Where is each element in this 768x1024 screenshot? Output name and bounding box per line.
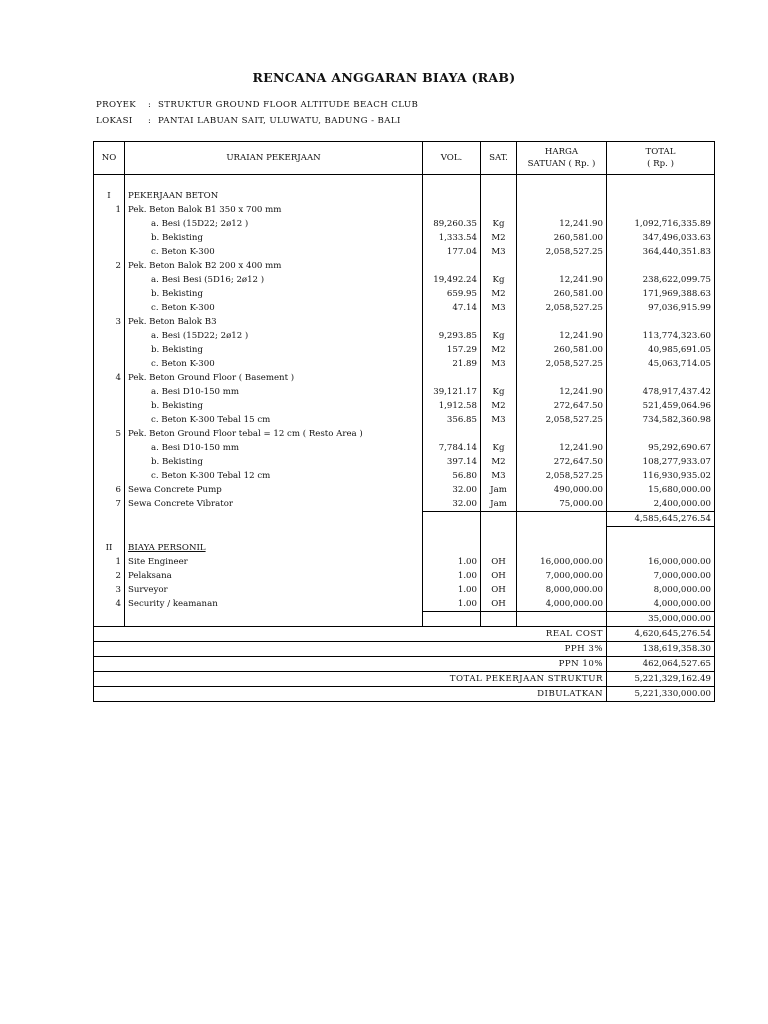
empty-cell (423, 541, 481, 555)
row-vol (423, 427, 481, 441)
row-no (94, 231, 125, 245)
item-sub-row (94, 273, 715, 287)
row-no: 3 (94, 315, 125, 329)
row-total: 2,400,000.00 (607, 497, 715, 512)
summary-value: 4,620,645,276.54 (607, 627, 715, 642)
row-no (94, 413, 125, 427)
row-harga: 7,000,000.00 (517, 569, 607, 583)
row-description: Security / keamanan (125, 597, 423, 612)
item-sub-row (94, 245, 715, 259)
summary-label: PPH 3% (94, 642, 607, 657)
row-description: Sewa Concrete Pump (125, 483, 423, 497)
header-total-line1: TOTAL (645, 147, 676, 157)
row-vol: 39,121.17 (423, 385, 481, 399)
row-harga: 490,000.00 (517, 483, 607, 497)
empty-cell (94, 612, 125, 627)
item-sub-row (94, 455, 715, 469)
project-line (96, 100, 418, 110)
row-total: 113,774,323.60 (607, 329, 715, 343)
row-harga: 2,058,527.25 (517, 413, 607, 427)
header-no: NO (94, 142, 125, 175)
row-total (607, 371, 715, 385)
row-description: b. Bekisting (125, 455, 423, 469)
summary-value: 462,064,527.65 (607, 657, 715, 672)
row-sat: M3 (481, 245, 517, 259)
row-vol (423, 259, 481, 273)
row-sat: Kg (481, 217, 517, 231)
row-total: 347,496,033.63 (607, 231, 715, 245)
row-total (607, 427, 715, 441)
row-total: 45,063,714.05 (607, 357, 715, 371)
header-vol: VOL. (423, 142, 481, 175)
row-harga: 12,241.90 (517, 441, 607, 455)
row-total: 171,969,388.63 (607, 287, 715, 301)
row-sat: OH (481, 583, 517, 597)
row-no: 1 (94, 203, 125, 217)
row-description: b. Bekisting (125, 399, 423, 413)
empty-cell (481, 175, 517, 190)
empty-cell (423, 512, 481, 527)
row-vol: 1,912.58 (423, 399, 481, 413)
summary-row (94, 657, 715, 672)
row-sat: M2 (481, 287, 517, 301)
row-no (94, 301, 125, 315)
item-row (94, 569, 715, 583)
project-key: PROYEK (96, 100, 137, 110)
item-sub-row (94, 413, 715, 427)
empty-cell (481, 612, 517, 627)
row-sat: M3 (481, 301, 517, 315)
row-sat: Kg (481, 385, 517, 399)
summary-label: PPN 10% (94, 657, 607, 672)
row-description: Pek. Beton Balok B3 (125, 315, 423, 329)
empty-cell (94, 512, 125, 527)
empty-cell (517, 189, 607, 203)
empty-cell (607, 189, 715, 203)
row-sat: OH (481, 569, 517, 583)
row-total: 116,930,935.02 (607, 469, 715, 483)
row-sat: OH (481, 555, 517, 569)
header-harga (517, 142, 607, 175)
row-vol: 659.95 (423, 287, 481, 301)
item-sub-row (94, 217, 715, 231)
empty-cell (125, 175, 423, 190)
row-description: b. Bekisting (125, 343, 423, 357)
row-harga: 260,581.00 (517, 287, 607, 301)
section-row (94, 189, 715, 203)
row-total (607, 203, 715, 217)
item-sub-row (94, 301, 715, 315)
row-description: a. Besi D10-150 mm (125, 441, 423, 455)
table-body (94, 175, 715, 702)
location-sep: : (148, 116, 152, 126)
row-vol: 356.85 (423, 413, 481, 427)
item-row (94, 497, 715, 512)
row-harga: 272,647.50 (517, 455, 607, 469)
row-total: 238,622,099.75 (607, 273, 715, 287)
row-sat: M2 (481, 399, 517, 413)
row-vol: 32.00 (423, 497, 481, 512)
item-sub-row (94, 343, 715, 357)
row-vol: 1.00 (423, 555, 481, 569)
row-harga (517, 203, 607, 217)
row-description: Pelaksana (125, 569, 423, 583)
empty-cell (517, 512, 607, 527)
row-harga: 12,241.90 (517, 217, 607, 231)
summary-row (94, 672, 715, 687)
row-sat (481, 259, 517, 273)
location-key: LOKASI (96, 116, 133, 126)
row-description: b. Bekisting (125, 287, 423, 301)
empty-cell (481, 527, 517, 542)
row-vol: 89,260.35 (423, 217, 481, 231)
row-harga: 12,241.90 (517, 273, 607, 287)
item-sub-row (94, 287, 715, 301)
item-sub-row (94, 441, 715, 455)
row-vol: 56.80 (423, 469, 481, 483)
row-vol: 397.14 (423, 455, 481, 469)
row-vol (423, 203, 481, 217)
row-vol: 7,784.14 (423, 441, 481, 455)
row-sat: Kg (481, 273, 517, 287)
row-total: 734,582,360.98 (607, 413, 715, 427)
item-row (94, 315, 715, 329)
item-row (94, 483, 715, 497)
row-no (94, 245, 125, 259)
row-total: 15,680,000.00 (607, 483, 715, 497)
row-harga (517, 427, 607, 441)
project-sep: : (148, 100, 152, 110)
summary-label: TOTAL PEKERJAAN STRUKTUR (94, 672, 607, 687)
table-header-row (94, 142, 715, 175)
item-sub-row (94, 357, 715, 371)
row-sat (481, 203, 517, 217)
row-harga: 75,000.00 (517, 497, 607, 512)
row-description: Site Engineer (125, 555, 423, 569)
header-harga-line1: HARGA (544, 147, 579, 157)
row-harga: 8,000,000.00 (517, 583, 607, 597)
empty-cell (125, 512, 423, 527)
row-description: Pek. Beton Balok B1 350 x 700 mm (125, 203, 423, 217)
empty-cell (94, 527, 125, 542)
row-harga: 272,647.50 (517, 399, 607, 413)
row-no: 7 (94, 497, 125, 512)
row-total: 8,000,000.00 (607, 583, 715, 597)
empty-cell (517, 175, 607, 190)
row-no (94, 329, 125, 343)
subtotal-row (94, 612, 715, 627)
summary-label: REAL COST (94, 627, 607, 642)
row-harga (517, 315, 607, 329)
row-description: Pek. Beton Ground Floor ( Basement ) (125, 371, 423, 385)
row-no (94, 287, 125, 301)
row-total (607, 259, 715, 273)
subtotal-value: 35,000,000.00 (607, 612, 715, 627)
row-harga: 260,581.00 (517, 231, 607, 245)
row-vol: 19,492.24 (423, 273, 481, 287)
row-sat: M3 (481, 357, 517, 371)
row-harga: 16,000,000.00 (517, 555, 607, 569)
empty-cell (423, 612, 481, 627)
row-sat: M2 (481, 455, 517, 469)
row-vol: 157.29 (423, 343, 481, 357)
row-vol (423, 371, 481, 385)
row-description: c. Beton K-300 Tebal 12 cm (125, 469, 423, 483)
row-sat: Jam (481, 497, 517, 512)
row-description: a. Besi D10-150 mm (125, 385, 423, 399)
row-no (94, 217, 125, 231)
row-no: 2 (94, 259, 125, 273)
row-vol: 21.89 (423, 357, 481, 371)
row-harga: 12,241.90 (517, 329, 607, 343)
row-total: 1,092,716,335.89 (607, 217, 715, 231)
row-sat (481, 427, 517, 441)
row-description: Pek. Beton Ground Floor tebal = 12 cm ( Resto Area ) (125, 427, 423, 441)
row-sat: OH (481, 597, 517, 612)
row-no: 5 (94, 427, 125, 441)
row-sat: M2 (481, 231, 517, 245)
rab-table (93, 141, 715, 702)
item-sub-row (94, 329, 715, 343)
row-sat: Kg (481, 329, 517, 343)
row-total: 478,917,437.42 (607, 385, 715, 399)
row-harga: 2,058,527.25 (517, 245, 607, 259)
empty-cell (481, 512, 517, 527)
item-row (94, 583, 715, 597)
row-harga: 260,581.00 (517, 343, 607, 357)
row-total: 108,277,933.07 (607, 455, 715, 469)
summary-row (94, 642, 715, 657)
row-vol: 47.14 (423, 301, 481, 315)
header-harga-line2: SATUAN ( Rp. ) (527, 159, 596, 169)
row-vol: 1,333.54 (423, 231, 481, 245)
row-no: 3 (94, 583, 125, 597)
row-vol (423, 315, 481, 329)
row-no (94, 385, 125, 399)
summary-label: DIBULATKAN (94, 687, 607, 702)
section-no: I (94, 189, 125, 203)
row-sat (481, 315, 517, 329)
row-description: c. Beton K-300 (125, 245, 423, 259)
summary-row (94, 687, 715, 702)
empty-cell (517, 527, 607, 542)
row-description: a. Besi (15D22; 2ø12 ) (125, 329, 423, 343)
header-sat: SAT. (481, 142, 517, 175)
empty-cell (481, 189, 517, 203)
row-harga: 2,058,527.25 (517, 357, 607, 371)
row-sat: M2 (481, 343, 517, 357)
empty-cell (607, 527, 715, 542)
row-total: 521,459,064.96 (607, 399, 715, 413)
row-total: 16,000,000.00 (607, 555, 715, 569)
item-row (94, 259, 715, 273)
subtotal-value: 4,585,645,276.54 (607, 512, 715, 527)
item-row (94, 597, 715, 612)
item-row (94, 371, 715, 385)
item-row (94, 555, 715, 569)
row-description: Surveyor (125, 583, 423, 597)
row-no (94, 455, 125, 469)
item-sub-row (94, 385, 715, 399)
section-label: PEKERJAAN BETON (125, 189, 423, 203)
empty-cell (423, 175, 481, 190)
summary-row (94, 627, 715, 642)
item-row (94, 427, 715, 441)
row-vol: 177.04 (423, 245, 481, 259)
row-sat: Kg (481, 441, 517, 455)
section-no: II (94, 541, 125, 555)
item-sub-row (94, 231, 715, 245)
row-no: 4 (94, 371, 125, 385)
row-total: 95,292,690.67 (607, 441, 715, 455)
row-no (94, 469, 125, 483)
row-no (94, 357, 125, 371)
row-description: a. Besi (15D22; 2ø12 ) (125, 217, 423, 231)
header-total-line2: ( Rp. ) (647, 159, 674, 169)
row-no: 6 (94, 483, 125, 497)
empty-cell (423, 527, 481, 542)
section-label: BIAYA PERSONIL (125, 541, 423, 555)
row-no: 2 (94, 569, 125, 583)
row-total: 97,036,915.99 (607, 301, 715, 315)
row-no: 4 (94, 597, 125, 612)
row-description: c. Beton K-300 Tebal 15 cm (125, 413, 423, 427)
row-no: 1 (94, 555, 125, 569)
row-description: Sewa Concrete Vibrator (125, 497, 423, 512)
row-vol: 1.00 (423, 569, 481, 583)
row-no (94, 441, 125, 455)
row-sat: M3 (481, 469, 517, 483)
empty-cell (423, 189, 481, 203)
section-row (94, 541, 715, 555)
row-description: a. Besi Besi (5D16; 2ø12 ) (125, 273, 423, 287)
row-no (94, 399, 125, 413)
location-value: PANTAI LABUAN SAIT, ULUWATU, BADUNG - BALI (158, 116, 401, 126)
document-title: RENCANA ANGGARAN BIAYA (RAB) (252, 70, 516, 85)
spacer-row (94, 175, 715, 190)
row-harga (517, 371, 607, 385)
header-total (607, 142, 715, 175)
header-uraian: URAIAN PEKERJAAN (125, 142, 423, 175)
empty-cell (517, 612, 607, 627)
summary-value: 5,221,330,000.00 (607, 687, 715, 702)
spacer-row (94, 527, 715, 542)
empty-cell (125, 527, 423, 542)
empty-cell (607, 541, 715, 555)
row-sat: M3 (481, 413, 517, 427)
project-value: STRUKTUR GROUND FLOOR ALTITUDE BEACH CLUB (158, 100, 419, 110)
row-sat: Jam (481, 483, 517, 497)
row-harga: 12,241.90 (517, 385, 607, 399)
empty-cell (517, 541, 607, 555)
empty-cell (125, 612, 423, 627)
row-sat (481, 371, 517, 385)
item-sub-row (94, 399, 715, 413)
empty-cell (94, 175, 125, 190)
subtotal-row (94, 512, 715, 527)
summary-value: 5,221,329,162.49 (607, 672, 715, 687)
location-line (96, 116, 401, 126)
summary-value: 138,619,358.30 (607, 642, 715, 657)
row-total: 364,440,351.83 (607, 245, 715, 259)
row-description: c. Beton K-300 (125, 357, 423, 371)
row-total: 40,985,691.05 (607, 343, 715, 357)
item-sub-row (94, 469, 715, 483)
row-vol: 1.00 (423, 583, 481, 597)
row-no (94, 343, 125, 357)
empty-cell (481, 541, 517, 555)
row-no (94, 273, 125, 287)
row-description: Pek. Beton Balok B2 200 x 400 mm (125, 259, 423, 273)
row-harga: 4,000,000.00 (517, 597, 607, 612)
row-total: 4,000,000.00 (607, 597, 715, 612)
row-harga: 2,058,527.25 (517, 301, 607, 315)
row-vol: 1.00 (423, 597, 481, 612)
row-vol: 9,293.85 (423, 329, 481, 343)
empty-cell (607, 175, 715, 190)
row-description: b. Bekisting (125, 231, 423, 245)
row-harga: 2,058,527.25 (517, 469, 607, 483)
row-total: 7,000,000.00 (607, 569, 715, 583)
row-total (607, 315, 715, 329)
row-vol: 32.00 (423, 483, 481, 497)
item-row (94, 203, 715, 217)
row-harga (517, 259, 607, 273)
row-description: c. Beton K-300 (125, 301, 423, 315)
